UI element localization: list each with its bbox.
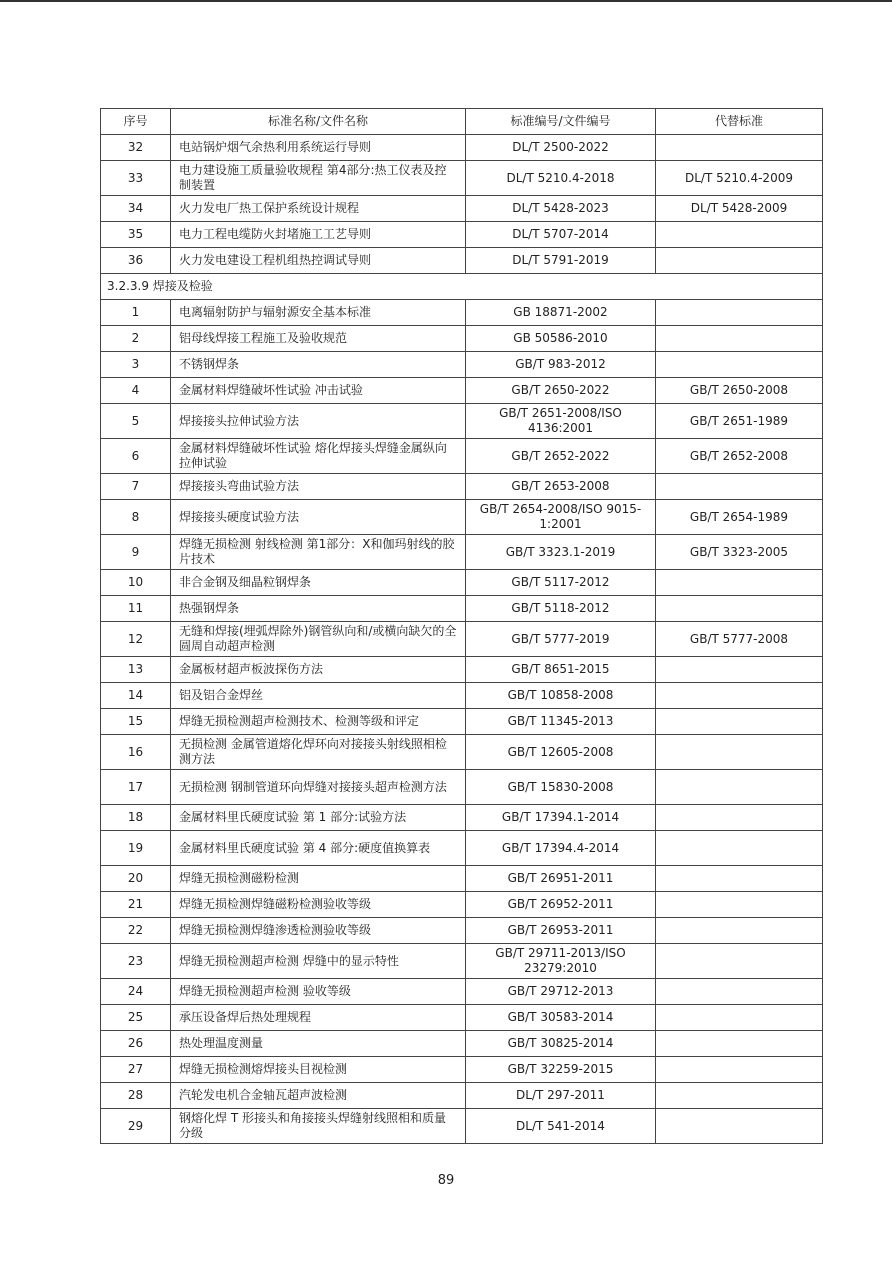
row-code: GB/T 2652-2022 bbox=[466, 439, 656, 474]
row-replaces bbox=[656, 248, 823, 274]
row-code: GB/T 12605-2008 bbox=[466, 735, 656, 770]
row-no: 29 bbox=[101, 1109, 171, 1144]
header-replaces: 代替标准 bbox=[656, 109, 823, 135]
row-code: GB/T 2654-2008/ISO 9015-1:2001 bbox=[466, 500, 656, 535]
section-heading: 3.2.3.9 焊接及检验 bbox=[101, 274, 823, 300]
row-name: 焊缝无损检测超声检测 验收等级 bbox=[171, 979, 466, 1005]
table-row bbox=[101, 222, 823, 248]
row-name: 不锈钢焊条 bbox=[171, 352, 466, 378]
row-name: 铝母线焊接工程施工及验收规范 bbox=[171, 326, 466, 352]
row-code: GB/T 29712-2013 bbox=[466, 979, 656, 1005]
table-row bbox=[101, 831, 823, 866]
table-row bbox=[101, 300, 823, 326]
row-replaces bbox=[656, 326, 823, 352]
row-code: GB/T 2651-2008/ISO 4136:2001 bbox=[466, 404, 656, 439]
table-row bbox=[101, 709, 823, 735]
row-name: 金属板材超声板波探伤方法 bbox=[171, 657, 466, 683]
row-name: 焊缝无损检测熔焊接头目视检测 bbox=[171, 1057, 466, 1083]
table-row bbox=[101, 866, 823, 892]
table-header-row bbox=[101, 109, 823, 135]
table-row bbox=[101, 1057, 823, 1083]
row-name: 电力工程电缆防火封堵施工工艺导则 bbox=[171, 222, 466, 248]
row-replaces bbox=[656, 1005, 823, 1031]
row-replaces: DL/T 5210.4-2009 bbox=[656, 161, 823, 196]
row-replaces: GB/T 3323-2005 bbox=[656, 535, 823, 570]
row-name: 钢熔化焊 T 形接头和角接接头焊缝射线照相和质量分级 bbox=[171, 1109, 466, 1144]
row-name: 非合金钢及细晶粒钢焊条 bbox=[171, 570, 466, 596]
row-replaces bbox=[656, 300, 823, 326]
table-row bbox=[101, 535, 823, 570]
row-replaces bbox=[656, 709, 823, 735]
row-no: 7 bbox=[101, 474, 171, 500]
row-name: 焊缝无损检测焊缝渗透检测验收等级 bbox=[171, 918, 466, 944]
row-name: 焊缝无损检测超声检测 焊缝中的显示特性 bbox=[171, 944, 466, 979]
row-name: 承压设备焊后热处理规程 bbox=[171, 1005, 466, 1031]
row-code: GB/T 983-2012 bbox=[466, 352, 656, 378]
row-replaces bbox=[656, 474, 823, 500]
row-replaces bbox=[656, 918, 823, 944]
row-replaces bbox=[656, 1109, 823, 1144]
row-no: 36 bbox=[101, 248, 171, 274]
row-code: GB/T 11345-2013 bbox=[466, 709, 656, 735]
table-row bbox=[101, 596, 823, 622]
table-row bbox=[101, 622, 823, 657]
row-no: 1 bbox=[101, 300, 171, 326]
table-row bbox=[101, 1005, 823, 1031]
row-no: 8 bbox=[101, 500, 171, 535]
row-name: 焊接接头硬度试验方法 bbox=[171, 500, 466, 535]
row-no: 24 bbox=[101, 979, 171, 1005]
table-row bbox=[101, 918, 823, 944]
row-no: 9 bbox=[101, 535, 171, 570]
row-name: 焊缝无损检测磁粉检测 bbox=[171, 866, 466, 892]
table-row bbox=[101, 326, 823, 352]
table-row bbox=[101, 1031, 823, 1057]
row-name: 金属材料里氏硬度试验 第 4 部分:硬度值换算表 bbox=[171, 831, 466, 866]
row-replaces: GB/T 2652-2008 bbox=[656, 439, 823, 474]
row-name: 热处理温度测量 bbox=[171, 1031, 466, 1057]
row-no: 27 bbox=[101, 1057, 171, 1083]
table-row bbox=[101, 248, 823, 274]
row-no: 12 bbox=[101, 622, 171, 657]
row-replaces bbox=[656, 866, 823, 892]
row-code: DL/T 297-2011 bbox=[466, 1083, 656, 1109]
row-no: 35 bbox=[101, 222, 171, 248]
row-code: GB/T 30825-2014 bbox=[466, 1031, 656, 1057]
row-name: 火力发电建设工程机组热控调试导则 bbox=[171, 248, 466, 274]
table-row bbox=[101, 570, 823, 596]
row-no: 25 bbox=[101, 1005, 171, 1031]
table-row bbox=[101, 500, 823, 535]
table-row bbox=[101, 770, 823, 805]
row-name: 电站锅炉烟气余热利用系统运行导则 bbox=[171, 135, 466, 161]
row-replaces bbox=[656, 831, 823, 866]
standards-table bbox=[100, 108, 823, 1144]
table-row bbox=[101, 1109, 823, 1144]
row-replaces bbox=[656, 944, 823, 979]
row-replaces bbox=[656, 657, 823, 683]
top-border-line bbox=[0, 0, 892, 2]
row-name: 焊接接头弯曲试验方法 bbox=[171, 474, 466, 500]
row-no: 32 bbox=[101, 135, 171, 161]
section-row bbox=[101, 274, 823, 300]
row-no: 34 bbox=[101, 196, 171, 222]
row-code: GB/T 26952-2011 bbox=[466, 892, 656, 918]
row-name: 火力发电厂热工保护系统设计规程 bbox=[171, 196, 466, 222]
row-name: 焊缝无损检测 射线检测 第1部分：X和伽玛射线的胶片技术 bbox=[171, 535, 466, 570]
row-replaces bbox=[656, 805, 823, 831]
row-code: DL/T 5791-2019 bbox=[466, 248, 656, 274]
row-no: 2 bbox=[101, 326, 171, 352]
table-row bbox=[101, 474, 823, 500]
row-code: GB 50586-2010 bbox=[466, 326, 656, 352]
header-code: 标准编号/文件编号 bbox=[466, 109, 656, 135]
row-name: 焊缝无损检测超声检测技术、检测等级和评定 bbox=[171, 709, 466, 735]
table-row bbox=[101, 352, 823, 378]
row-replaces bbox=[656, 770, 823, 805]
table-row bbox=[101, 439, 823, 474]
row-code: GB/T 10858-2008 bbox=[466, 683, 656, 709]
row-code: GB/T 17394.4-2014 bbox=[466, 831, 656, 866]
table-row bbox=[101, 135, 823, 161]
row-code: DL/T 2500-2022 bbox=[466, 135, 656, 161]
row-replaces bbox=[656, 352, 823, 378]
row-code: GB/T 26951-2011 bbox=[466, 866, 656, 892]
row-replaces bbox=[656, 135, 823, 161]
row-no: 10 bbox=[101, 570, 171, 596]
row-name: 金属材料里氏硬度试验 第 1 部分:试验方法 bbox=[171, 805, 466, 831]
row-no: 15 bbox=[101, 709, 171, 735]
header-no: 序号 bbox=[101, 109, 171, 135]
row-replaces bbox=[656, 735, 823, 770]
table-row bbox=[101, 805, 823, 831]
row-no: 3 bbox=[101, 352, 171, 378]
row-name: 焊缝无损检测焊缝磁粉检测验收等级 bbox=[171, 892, 466, 918]
row-replaces bbox=[656, 1057, 823, 1083]
row-no: 21 bbox=[101, 892, 171, 918]
page-number: 89 bbox=[437, 1173, 455, 1188]
row-no: 23 bbox=[101, 944, 171, 979]
row-replaces bbox=[656, 1031, 823, 1057]
row-code: GB/T 2653-2008 bbox=[466, 474, 656, 500]
row-name: 无损检测 金属管道熔化焊环向对接接头射线照相检测方法 bbox=[171, 735, 466, 770]
row-no: 14 bbox=[101, 683, 171, 709]
row-no: 11 bbox=[101, 596, 171, 622]
row-replaces: GB/T 5777-2008 bbox=[656, 622, 823, 657]
table-row bbox=[101, 944, 823, 979]
row-name: 电离辐射防护与辐射源安全基本标准 bbox=[171, 300, 466, 326]
row-replaces bbox=[656, 683, 823, 709]
table-row bbox=[101, 196, 823, 222]
row-replaces: GB/T 2654-1989 bbox=[656, 500, 823, 535]
row-code: GB/T 32259-2015 bbox=[466, 1057, 656, 1083]
row-name: 金属材料焊缝破坏性试验 熔化焊接头焊缝金属纵向拉伸试验 bbox=[171, 439, 466, 474]
row-code: GB/T 3323.1-2019 bbox=[466, 535, 656, 570]
row-replaces bbox=[656, 979, 823, 1005]
row-name: 无损检测 钢制管道环向焊缝对接接头超声检测方法 bbox=[171, 770, 466, 805]
row-name: 热强钢焊条 bbox=[171, 596, 466, 622]
row-code: DL/T 5210.4-2018 bbox=[466, 161, 656, 196]
row-replaces: DL/T 5428-2009 bbox=[656, 196, 823, 222]
row-code: GB/T 17394.1-2014 bbox=[466, 805, 656, 831]
header-name: 标准名称/文件名称 bbox=[171, 109, 466, 135]
row-code: GB/T 5117-2012 bbox=[466, 570, 656, 596]
row-code: DL/T 5428-2023 bbox=[466, 196, 656, 222]
row-name: 电力建设施工质量验收规程 第4部分:热工仪表及控制装置 bbox=[171, 161, 466, 196]
table-row bbox=[101, 1083, 823, 1109]
row-no: 20 bbox=[101, 866, 171, 892]
table-row bbox=[101, 657, 823, 683]
row-code: GB/T 30583-2014 bbox=[466, 1005, 656, 1031]
row-code: GB 18871-2002 bbox=[466, 300, 656, 326]
row-replaces bbox=[656, 596, 823, 622]
row-no: 16 bbox=[101, 735, 171, 770]
row-no: 33 bbox=[101, 161, 171, 196]
table-row bbox=[101, 161, 823, 196]
row-replaces bbox=[656, 1083, 823, 1109]
table-row bbox=[101, 404, 823, 439]
row-code: GB/T 5118-2012 bbox=[466, 596, 656, 622]
row-replaces bbox=[656, 570, 823, 596]
row-no: 17 bbox=[101, 770, 171, 805]
row-code: GB/T 29711-2013/ISO 23279:2010 bbox=[466, 944, 656, 979]
row-code: DL/T 5707-2014 bbox=[466, 222, 656, 248]
table-row bbox=[101, 979, 823, 1005]
row-no: 13 bbox=[101, 657, 171, 683]
row-no: 26 bbox=[101, 1031, 171, 1057]
row-code: GB/T 15830-2008 bbox=[466, 770, 656, 805]
table-row bbox=[101, 892, 823, 918]
row-no: 22 bbox=[101, 918, 171, 944]
row-code: GB/T 5777-2019 bbox=[466, 622, 656, 657]
row-name: 焊接接头拉伸试验方法 bbox=[171, 404, 466, 439]
table-row bbox=[101, 683, 823, 709]
row-replaces: GB/T 2651-1989 bbox=[656, 404, 823, 439]
row-name: 汽轮发电机合金轴瓦超声波检测 bbox=[171, 1083, 466, 1109]
row-code: DL/T 541-2014 bbox=[466, 1109, 656, 1144]
row-no: 4 bbox=[101, 378, 171, 404]
row-replaces bbox=[656, 222, 823, 248]
row-name: 金属材料焊缝破坏性试验 冲击试验 bbox=[171, 378, 466, 404]
row-name: 无缝和焊接(埋弧焊除外)钢管纵向和/或横向缺欠的全圆周自动超声检测 bbox=[171, 622, 466, 657]
table-row bbox=[101, 378, 823, 404]
row-code: GB/T 26953-2011 bbox=[466, 918, 656, 944]
row-code: GB/T 8651-2015 bbox=[466, 657, 656, 683]
row-replaces: GB/T 2650-2008 bbox=[656, 378, 823, 404]
row-code: GB/T 2650-2022 bbox=[466, 378, 656, 404]
row-no: 6 bbox=[101, 439, 171, 474]
row-name: 铝及铝合金焊丝 bbox=[171, 683, 466, 709]
table-row bbox=[101, 735, 823, 770]
row-no: 19 bbox=[101, 831, 171, 866]
row-replaces bbox=[656, 892, 823, 918]
row-no: 18 bbox=[101, 805, 171, 831]
row-no: 5 bbox=[101, 404, 171, 439]
row-no: 28 bbox=[101, 1083, 171, 1109]
